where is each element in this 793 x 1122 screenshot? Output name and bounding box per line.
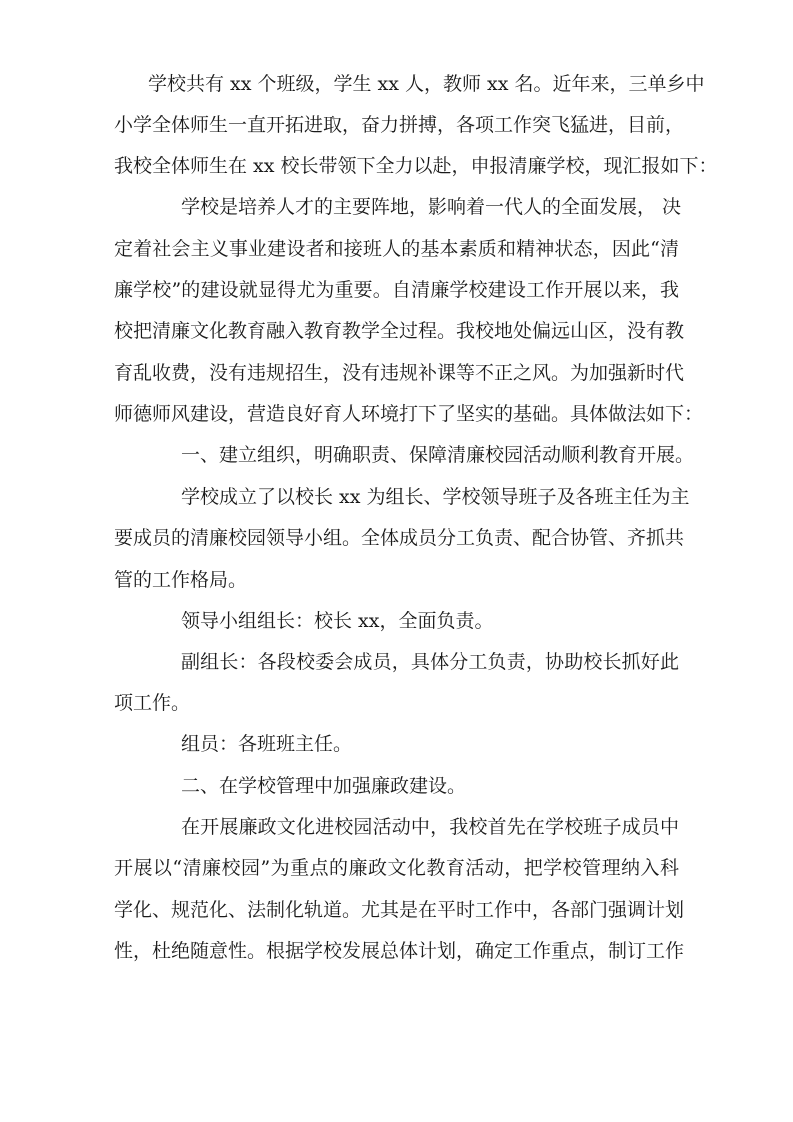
paragraph-line: 学化、规范化、法制化轨道。尤其是在平时工作中，各部门强调计划 <box>114 899 685 921</box>
paragraph-line: 学校是培养人才的主要阵地，影响着一代人的全面发展， 决 <box>181 196 682 218</box>
paragraph-line: 我校全体师生在 xx 校长带领下全力以赴，申报清廉学校，现汇报如下： <box>114 155 718 177</box>
paragraph-line: 小学全体师生一直开拓进取，奋力拼搏，各项工作突飞猛进，目前， <box>114 114 685 136</box>
paragraph-line: 廉学校”的建设就显得尤为重要。自清廉学校建设工作开展以来，我 <box>114 279 679 301</box>
paragraph-line: 学校共有 xx 个班级，学生 xx 人，教师 xx 名。近年来，三单乡中 <box>148 73 705 95</box>
paragraph-line: 项工作。 <box>114 692 191 714</box>
paragraph-line: 一、建立组织，明确职责、保障清廉校园活动顺利教育开展。 <box>181 444 695 466</box>
paragraph-line: 师德师风建设，营造良好育人环境打下了坚实的基础。具体做法如下： <box>114 403 704 425</box>
paragraph-line: 在开展廉政文化进校园活动中，我校首先在学校班子成员中 <box>181 816 679 838</box>
paragraph-line: 领导小组组长：校长 xx，全面负责。 <box>181 610 494 632</box>
paragraph-line: 组员：各班班主任。 <box>181 733 353 755</box>
paragraph-line: 要成员的清廉校园领导小组。全体成员分工负责、配合协管、齐抓共 <box>114 527 685 549</box>
paragraph-line: 育乱收费，没有违规招生，没有违规补课等不正之风。为加强新时代 <box>114 362 685 384</box>
paragraph-line: 性，杜绝随意性。根据学校发展总体计划，确定工作重点，制订工作 <box>114 940 685 962</box>
paragraph-line: 开展以“清廉校园”为重点的廉政文化教育活动，把学校管理纳入科 <box>114 857 679 879</box>
paragraph-line: 定着社会主义事业建设者和接班人的基本素质和精神状态，因此“清 <box>114 238 679 260</box>
paragraph-line: 副组长：各段校委会成员，具体分工负责，协助校长抓好此 <box>181 651 679 673</box>
paragraph-line: 校把清廉文化教育融入教育教学全过程。我校地处偏远山区，没有教 <box>114 320 685 342</box>
paragraph-line: 学校成立了以校长 xx 为组长、学校领导班子及各班主任为主 <box>181 486 690 508</box>
paragraph-line: 二、在学校管理中加强廉政建设。 <box>181 775 467 797</box>
paragraph-line: 管的工作格局。 <box>114 569 248 591</box>
